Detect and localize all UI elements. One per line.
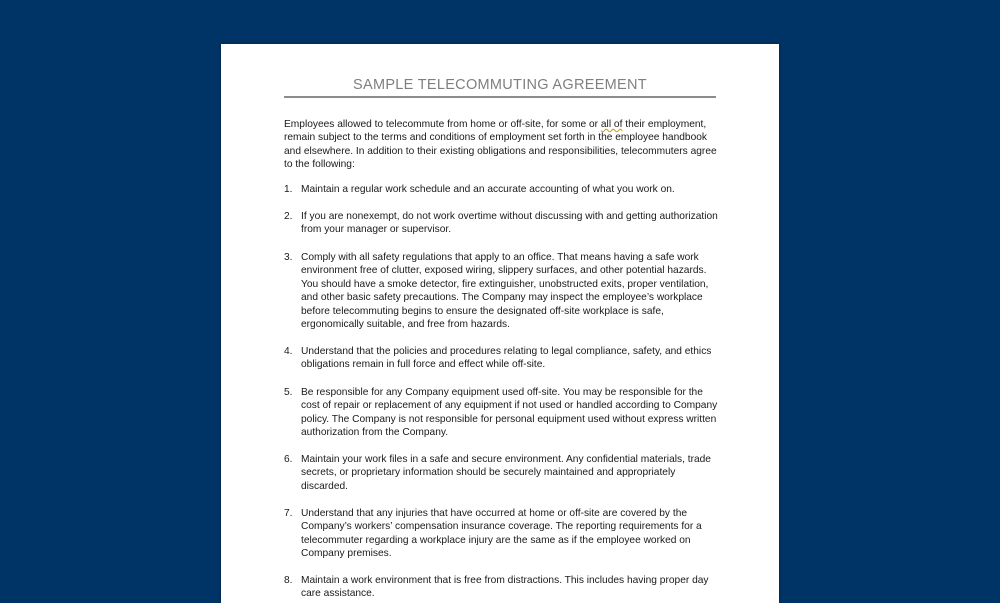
list-item-text: Understand that any injuries that have occurred at home or off-site are covered by the Company’s workers’ compensation insurance coverage. The reporting requirements for a telecommuter regarding a workplace injury are the same as if the employee worked on Company premises. <box>301 508 702 560</box>
list-item-text: Be responsible for any Company equipment used off-site. You may be responsible for the cost of repair or replacement of any equipment if not used or handled according to Company policy. The Company is not responsible for personal equipment used without express written authorization from the Company. <box>301 387 718 439</box>
list-item-text: Comply with all safety regulations that apply to an office. That means having a safe work environment free of clutter, exposed wiring, slippery surfaces, and other potential hazards. You should have a smoke detector, fire extinguisher, unobstructed exits, proper ventilation, and other basic safety precautions. The Company may inspect the employee’s workplace before telecommuting begins to ensure the designated off-site workplace is safe, ergonomically suitable, and free from hazards. <box>301 252 709 331</box>
intro-text-part1: Employees allowed to telecommute from home or off-site, for some or <box>284 119 601 130</box>
list-item-number: 7. <box>284 508 293 519</box>
list-item-number: 6. <box>284 454 293 465</box>
document-page <box>221 44 779 603</box>
list-item-number: 4. <box>284 346 293 357</box>
list-item-text: Maintain a work environment that is free from distractions. This includes having proper day care assistance. <box>301 575 709 600</box>
list-item-number: 1. <box>284 184 293 195</box>
list-item-text: Understand that the policies and procedures relating to legal compliance, safety, and ethics obligations remain in full force and effect while off-site. <box>301 346 712 371</box>
intro-text-part2: their employment, remain subject to the terms and conditions of employment set forth in the employee handbook and elsewhere. In addition to their existing obligations and responsibilities, telecommuters agree to the following: <box>284 119 717 171</box>
list-item-text: Maintain a regular work schedule and an accurate accounting of what you work on. <box>301 184 675 195</box>
title-underline <box>284 96 716 98</box>
spellcheck-flagged-text[interactable]: all of <box>600 119 623 130</box>
list-item-number: 3. <box>284 252 293 263</box>
document-title: SAMPLE TELECOMMUTING AGREEMENT <box>353 77 647 93</box>
list-item-text: If you are nonexempt, do not work overtime without discussing with and getting authorization from your manager or supervisor. <box>301 211 718 236</box>
intro-paragraph <box>284 118 724 172</box>
list-item-number: 2. <box>284 211 293 222</box>
list-item-number: 8. <box>284 575 293 586</box>
list-item-number: 5. <box>284 387 293 398</box>
list-item-text: Maintain your work files in a safe and secure environment. Any confidential materials, trade secrets, or proprietary information should be securely maintained and appropriately discarded. <box>301 454 711 492</box>
